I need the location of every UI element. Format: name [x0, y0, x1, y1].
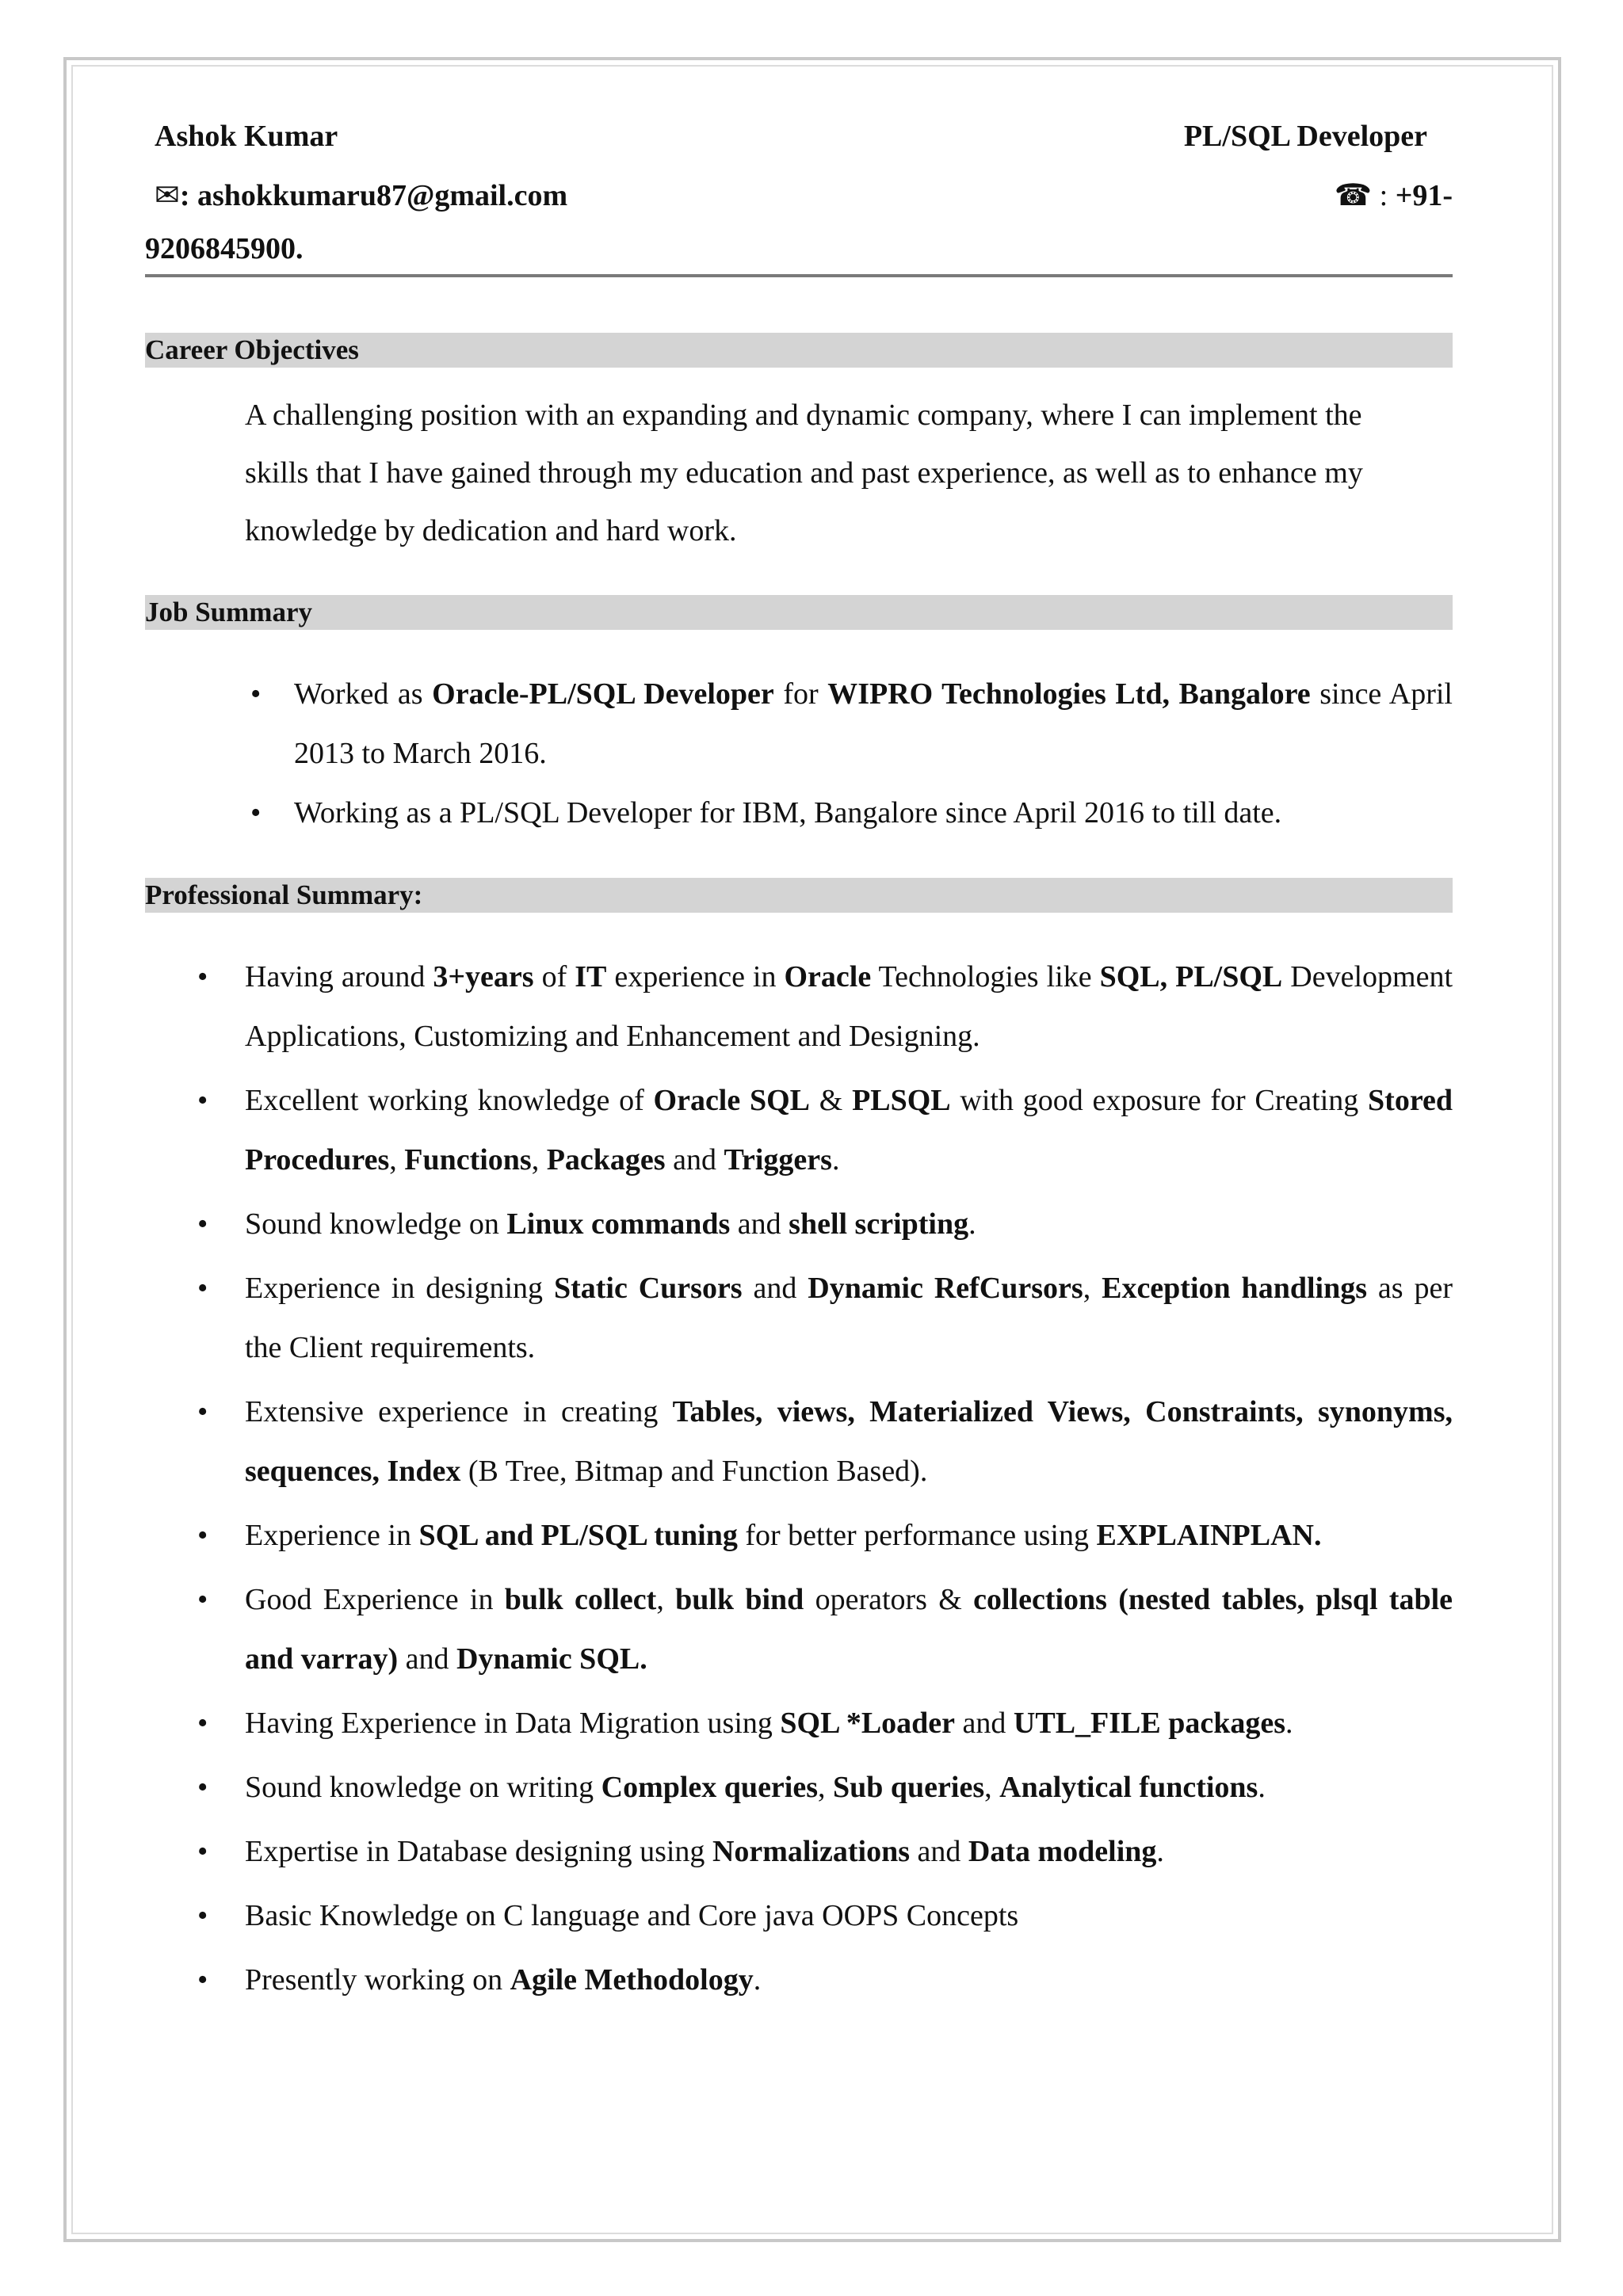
bold-text: Agile Methodology [510, 1963, 754, 1997]
list-item [145, 1506, 1453, 1566]
list-text: since April 2013 to March 2016. [294, 677, 1453, 770]
bold-text: Sub queries [833, 1771, 985, 1804]
bold-text: Functions [404, 1143, 532, 1177]
list-text: of [533, 960, 575, 994]
list-item [145, 1259, 1453, 1378]
bullet-icon: • [197, 1084, 208, 1117]
list-text: , [389, 1143, 405, 1177]
list-text: Technologies like [871, 960, 1100, 994]
bold-text: Static Cursors [553, 1272, 743, 1305]
bullet-icon: • [250, 677, 262, 711]
bold-text: Packages [546, 1143, 666, 1177]
list-text: (B Tree, Bitmap and Function Based). [460, 1455, 928, 1488]
list-text: operators & [804, 1583, 974, 1616]
bold-text: Linux commands [506, 1207, 731, 1241]
bold-text: SQL and PL/SQL tuning [418, 1519, 738, 1552]
list-item [145, 1195, 1453, 1254]
phone-number-part2: 9206845900. [145, 232, 304, 265]
bold-text: bulk bind [675, 1583, 804, 1616]
bold-text: PLSQL [852, 1084, 951, 1117]
bold-text: bulk collect [504, 1583, 657, 1616]
bold-text: IT [575, 960, 607, 994]
list-text: , [656, 1583, 676, 1616]
list-text: and [955, 1707, 1014, 1740]
list-text: experience in [606, 960, 785, 994]
bold-text: Dynamic SQL. [456, 1642, 647, 1676]
bold-text: Oracle [784, 960, 872, 994]
bold-text: Stored Procedures [245, 1084, 1453, 1177]
list-text: with good exposure for Creating [950, 1084, 1369, 1117]
bold-text: Complex queries [601, 1771, 819, 1804]
bullet-icon: • [197, 1835, 208, 1868]
email-prefix: : [179, 179, 197, 212]
professional-summary-list [145, 948, 1453, 2010]
list-text: and [665, 1143, 724, 1177]
list-text: . [1258, 1771, 1266, 1804]
list-text: . [753, 1963, 762, 1997]
list-text: & [810, 1084, 853, 1117]
header-row [145, 119, 1453, 160]
list-text: Expertise in Database designing using [245, 1835, 712, 1868]
list-item [145, 784, 1453, 843]
bullet-icon: • [197, 1963, 208, 1997]
list-text: Experience in [245, 1519, 419, 1552]
list-item [145, 1758, 1453, 1817]
phone-colon: : [1372, 179, 1396, 212]
bold-text: SQL, PL/SQL [1099, 960, 1283, 994]
list-text: Sound knowledge on writing [245, 1771, 601, 1804]
section-professional-summary: Professional Summary: [145, 878, 1453, 913]
list-text: Presently working on [245, 1963, 510, 1997]
career-objective-text: A challenging position with an expanding and dynamic company, where I can implement the skills that I have gained through my education and past experience, as well as to enhance my knowledge by dedication and hard work. [245, 399, 1363, 547]
list-text: and [398, 1642, 457, 1676]
list-text: , [984, 1771, 1000, 1804]
list-text: Experience in designing [245, 1272, 554, 1305]
list-text: . [1285, 1707, 1293, 1740]
bullet-icon: • [197, 960, 208, 994]
email-line [155, 177, 567, 213]
bold-text: WIPRO Technologies Ltd, Bangalore [827, 677, 1311, 711]
phone-line [1335, 177, 1453, 213]
bold-text: collections (nested tables, plsql table and varray) [245, 1583, 1453, 1676]
list-text: Sound knowledge on [245, 1207, 507, 1241]
bold-text: Dynamic RefCursors [808, 1272, 1083, 1305]
bold-text: 3+years [433, 960, 534, 994]
list-text: Extensive experience in creating [245, 1395, 673, 1428]
list-item [145, 1383, 1453, 1501]
bold-text: Oracle SQL [653, 1084, 811, 1117]
list-text: for better performance using [737, 1519, 1097, 1552]
list-text: as per the Client requirements. [245, 1272, 1453, 1364]
bold-text: UTL_FILE packages [1013, 1707, 1286, 1740]
list-text: . [831, 1143, 840, 1177]
list-text: . [1156, 1835, 1164, 1868]
bold-text: EXPLAINPLAN. [1096, 1519, 1322, 1552]
list-text: . [968, 1207, 976, 1241]
telephone-icon: ☎ [1334, 179, 1373, 212]
bullet-icon: • [197, 1395, 208, 1428]
list-text: Worked as [294, 677, 433, 711]
bold-text: SQL *Loader [780, 1707, 956, 1740]
list-text: and [910, 1835, 968, 1868]
contact-row [145, 177, 1453, 222]
bold-text: Triggers [724, 1143, 832, 1177]
candidate-name: Ashok Kumar [155, 120, 338, 153]
list-item [145, 1570, 1453, 1689]
list-text: Good Experience in [245, 1583, 505, 1616]
list-text: for [773, 677, 828, 711]
list-text: , [531, 1143, 547, 1177]
list-text: , [1083, 1272, 1102, 1305]
list-text: Having Experience in Data Migration using [245, 1707, 781, 1740]
list-item [145, 1071, 1453, 1190]
bullet-icon: • [197, 1707, 208, 1740]
bold-text: shell scripting [789, 1207, 969, 1241]
bullet-icon: • [197, 1583, 208, 1616]
list-text: Having around [245, 960, 433, 994]
bullet-icon: • [197, 1207, 208, 1241]
list-item [145, 948, 1453, 1066]
bullet-icon: • [250, 796, 262, 830]
bold-text: Normalizations [712, 1835, 911, 1868]
section-job-summary: Job Summary [145, 595, 1453, 630]
bold-text: Analytical functions [999, 1771, 1258, 1804]
list-text: Working as a PL/SQL Developer for IBM, Bangalore since April 2016 to till date. [294, 796, 1282, 830]
bullet-icon: • [197, 1272, 208, 1305]
list-text: and [742, 1272, 808, 1305]
list-item [145, 1822, 1453, 1882]
phone-number-part1: +91- [1395, 179, 1453, 212]
list-item [145, 1886, 1453, 1946]
bullet-icon: • [197, 1899, 208, 1932]
bullet-icon: • [197, 1519, 208, 1552]
list-text: Basic Knowledge on C language and Core java OOPS Concepts [245, 1899, 1019, 1932]
list-text: Excellent working knowledge of [245, 1084, 654, 1117]
bullet-icon: • [197, 1771, 208, 1804]
bold-text: Exception handlings [1102, 1272, 1367, 1305]
list-item [145, 665, 1453, 784]
section-career-objectives: Career Objectives [145, 333, 1453, 368]
list-text: Development Applications, Customizing and Enhancement and Designing. [245, 960, 1453, 1053]
envelope-icon: ✉ [155, 179, 180, 212]
resume-content [145, 119, 1453, 2015]
bold-text: Data modeling [968, 1835, 1157, 1868]
email-address[interactable]: ashokkumaru87@gmail.com [197, 179, 568, 212]
list-text: , [818, 1771, 834, 1804]
job-title: PL/SQL Developer [1183, 120, 1427, 153]
list-item [145, 1694, 1453, 1753]
job-summary-list [145, 665, 1453, 843]
bold-text: Oracle-PL/SQL Developer [432, 677, 774, 711]
bold-text: Tables, views, Materialized Views, Constraints, synonyms, sequences, Index [245, 1395, 1453, 1488]
list-text: and [730, 1207, 789, 1241]
list-item [145, 1951, 1453, 2010]
